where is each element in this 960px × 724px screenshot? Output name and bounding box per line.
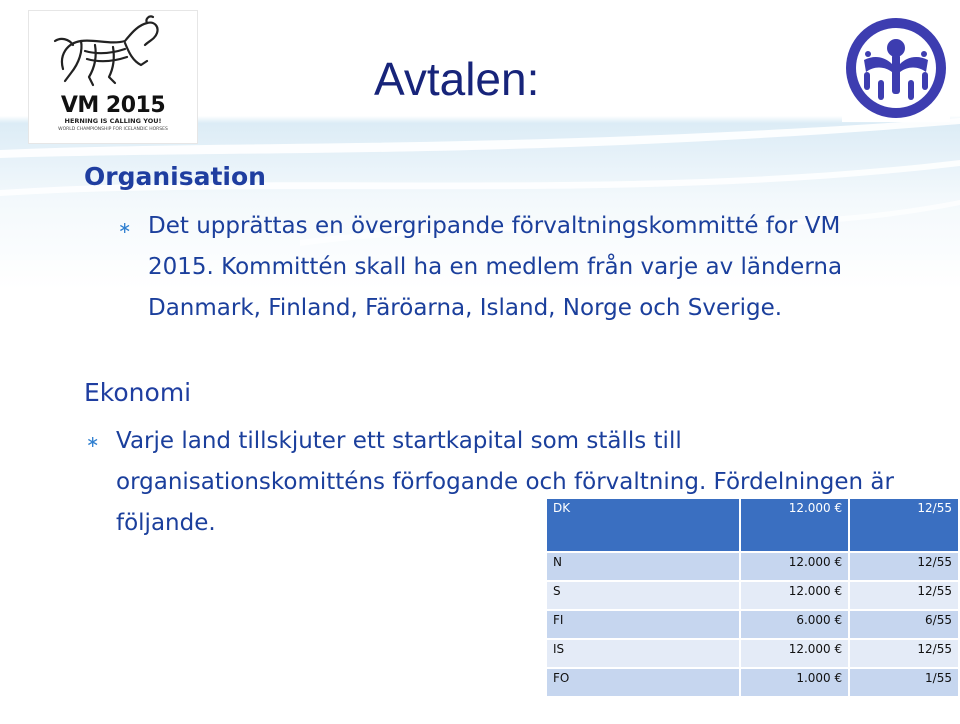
table-cell-share: 12/55 <box>849 639 959 668</box>
table-row <box>546 639 959 668</box>
table-cell-country: FI <box>546 610 740 639</box>
table-header-row <box>546 498 959 552</box>
table-row <box>546 552 959 581</box>
vm2015-tagline: HERNING IS CALLING YOU! <box>64 117 162 125</box>
distribution-table <box>545 497 960 698</box>
table-cell-share: 12/55 <box>849 552 959 581</box>
ekonomi-paragraph: Varje land tillskjuter ett startkapital som ställs till organisationskomitténs förfogande och förvaltning. Fördelningen är följande. <box>116 428 894 536</box>
asterisk-bullet-icon: ∗ <box>118 218 132 237</box>
vm2015-subtagline: WORLD CHAMPIONSHIP FOR ICELANDIC HORSES <box>58 127 168 132</box>
vm2015-logo <box>28 10 198 144</box>
table-cell-share: 12/55 <box>849 581 959 610</box>
table-row <box>546 668 959 697</box>
association-emblem-icon <box>842 14 950 122</box>
table-cell-share: 6/55 <box>849 610 959 639</box>
table-row <box>546 581 959 610</box>
vm2015-wordmark: VM 2015 <box>60 93 166 118</box>
slide-title: Avtalen: <box>374 53 540 105</box>
table-cell-amount: 12.000 € <box>740 639 849 668</box>
table-cell-country: DK <box>546 498 740 552</box>
table-cell-country: IS <box>546 639 740 668</box>
table-cell-country: S <box>546 581 740 610</box>
table-cell-amount: 6.000 € <box>740 610 849 639</box>
table-row <box>546 610 959 639</box>
association-logo <box>842 14 950 122</box>
asterisk-bullet-icon: ∗ <box>86 432 100 451</box>
table-cell-share: 1/55 <box>849 668 959 697</box>
table-cell-share: 12/55 <box>849 498 959 552</box>
table-cell-amount: 12.000 € <box>740 552 849 581</box>
table-cell-amount: 12.000 € <box>740 498 849 552</box>
organisation-paragraph: Det upprättas en övergripande förvaltningskommitté for VM 2015. Kommittén skall ha en medlem från varje av länderna Danmark, Finland, Färöarna, Island, Norge och Sverige. <box>148 213 843 321</box>
table-cell-country: FO <box>546 668 740 697</box>
table-cell-amount: 1.000 € <box>740 668 849 697</box>
section-heading-ekonomi: Ekonomi <box>84 378 192 407</box>
table-cell-amount: 12.000 € <box>740 581 849 610</box>
table-cell-country: N <box>546 552 740 581</box>
section-heading-organisation: Organisation <box>84 162 266 191</box>
horse-icon <box>29 11 197 97</box>
